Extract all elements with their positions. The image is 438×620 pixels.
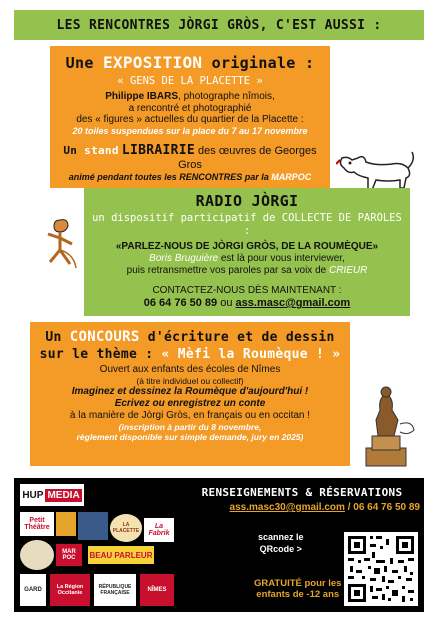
hup-media-logo: HUP MEDIA [20, 484, 84, 506]
info-title: RENSEIGNEMENTS & RÉSERVATIONS [201, 486, 403, 499]
marpoc-logo: MAR POC [56, 544, 82, 566]
logo-blue [78, 512, 108, 540]
exposition-line-2: a rencontré et photographié [128, 102, 252, 114]
concours-line-3: Imaginez et dessinez la Roumèque d'aujourd'hui ! [71, 385, 309, 397]
qr-code[interactable] [344, 532, 418, 606]
librairie-line-2: animé pendant toutes les RENCONTRES par la MARPOC [68, 171, 312, 182]
concours-line-5: à la manière de Jòrgi Gròs, en français ou en occitan ! [69, 409, 311, 421]
radio-email-link[interactable]: ass.masc@gmail.com [235, 297, 351, 310]
info-contact-line [184, 502, 420, 513]
radio-phone: 06 64 76 50 89 [143, 297, 218, 310]
nimes-logo: NÎMES [140, 574, 174, 606]
creature-illustration [40, 214, 80, 270]
concours-theme-line: sur le thème : « Mèfi la Roumèque ! » [39, 346, 341, 362]
concours-line-7: règlement disponible sur simple demande, jury en 2025) [76, 432, 304, 443]
round-logo [20, 540, 54, 570]
concours-word: CONCOURS [69, 329, 140, 345]
exposition-section [50, 46, 330, 188]
logo-orange [56, 512, 76, 536]
exposition-title: Une EXPOSITION originale : [65, 53, 315, 72]
radio-line-1: Boris Bruguière est là pour vous interviewer, [149, 253, 345, 265]
concours-line-4: Ecrivez ou enregistrez un conte [114, 397, 266, 409]
gard-logo: GARD [20, 574, 46, 606]
radio-title: RADIO JÒRGI [195, 192, 299, 210]
dog-illustration [336, 138, 416, 194]
petit-theatre-logo: Petit Théâtre [20, 512, 54, 536]
librairie-line: Un stand LIBRAIRIE des œuvres de Georges Gros animé pendant toutes les RENCONTRES par la MARPOC [58, 144, 322, 182]
exposition-line-1: Philippe IBARS, photographe nîmois, [105, 91, 275, 103]
concours-line-2: (à titre individuel ou collectif) [136, 375, 244, 386]
footer-phone: / 06 64 76 50 89 [344, 502, 420, 513]
republique-francaise-logo: RÉPUBLIQUE FRANÇAISE [94, 574, 136, 606]
footer-email-link[interactable]: ass.masc30@gmail.com [229, 502, 345, 513]
gratuite-text: GRATUITÉ pour les enfants de -12 ans [254, 578, 342, 601]
exposition-line-3: des « figures » actuelles du quartier de la Placette : [76, 114, 304, 126]
banner-title: LES RENCONTRES JÒRGI GRÒS, C'EST AUSSI : [56, 17, 382, 33]
radio-section [84, 188, 410, 316]
la-fabrik-logo: La Fabrik [144, 518, 174, 542]
placette-logo: LA PLACETTE [110, 514, 142, 542]
concours-line-1: Ouvert aux enfants des écoles de Nîmes [99, 363, 281, 375]
scan-text: scannez le QRcode > [258, 532, 304, 554]
concours-title: Un CONCOURS d'écriture et de dessin [45, 329, 335, 345]
top-banner [14, 10, 424, 40]
radio-line-2: puis retransmettre vos paroles par sa voix de CRIEUR [126, 265, 368, 277]
radio-subtitle: un dispositif participatif de COLLECTE DE PAROLES : [92, 212, 402, 237]
exposition-word: EXPOSITION [103, 53, 203, 72]
statue-illustration [356, 384, 418, 470]
beau-parleur-logo: BEAU PARLEUR [88, 546, 154, 564]
librairie-word: LIBRAIRIE [121, 143, 195, 159]
radio-contact: CONTACTEZ-NOUS DÈS MAINTENANT : [152, 285, 342, 297]
radio-quote: «PARLEZ-NOUS DE JÒRGI GRÒS, DE LA ROUMÈQUE» [115, 241, 379, 253]
occitanie-logo: La Région Occitanie [50, 574, 90, 606]
footer-section [14, 478, 424, 612]
exposition-subtitle: « GENS DE LA PLACETTE » [117, 75, 263, 88]
concours-section [30, 322, 350, 466]
concours-line-6: (inscription à partir du 8 novembre, [118, 421, 262, 432]
radio-phone-line: 06 64 76 50 89 ou ass.masc@gmail.com [143, 297, 351, 310]
exposition-dates: 20 toiles suspendues sur la place du 7 au 17 novembre [72, 125, 308, 136]
concours-theme: « Mèfi la Roumèque ! » [161, 346, 341, 362]
